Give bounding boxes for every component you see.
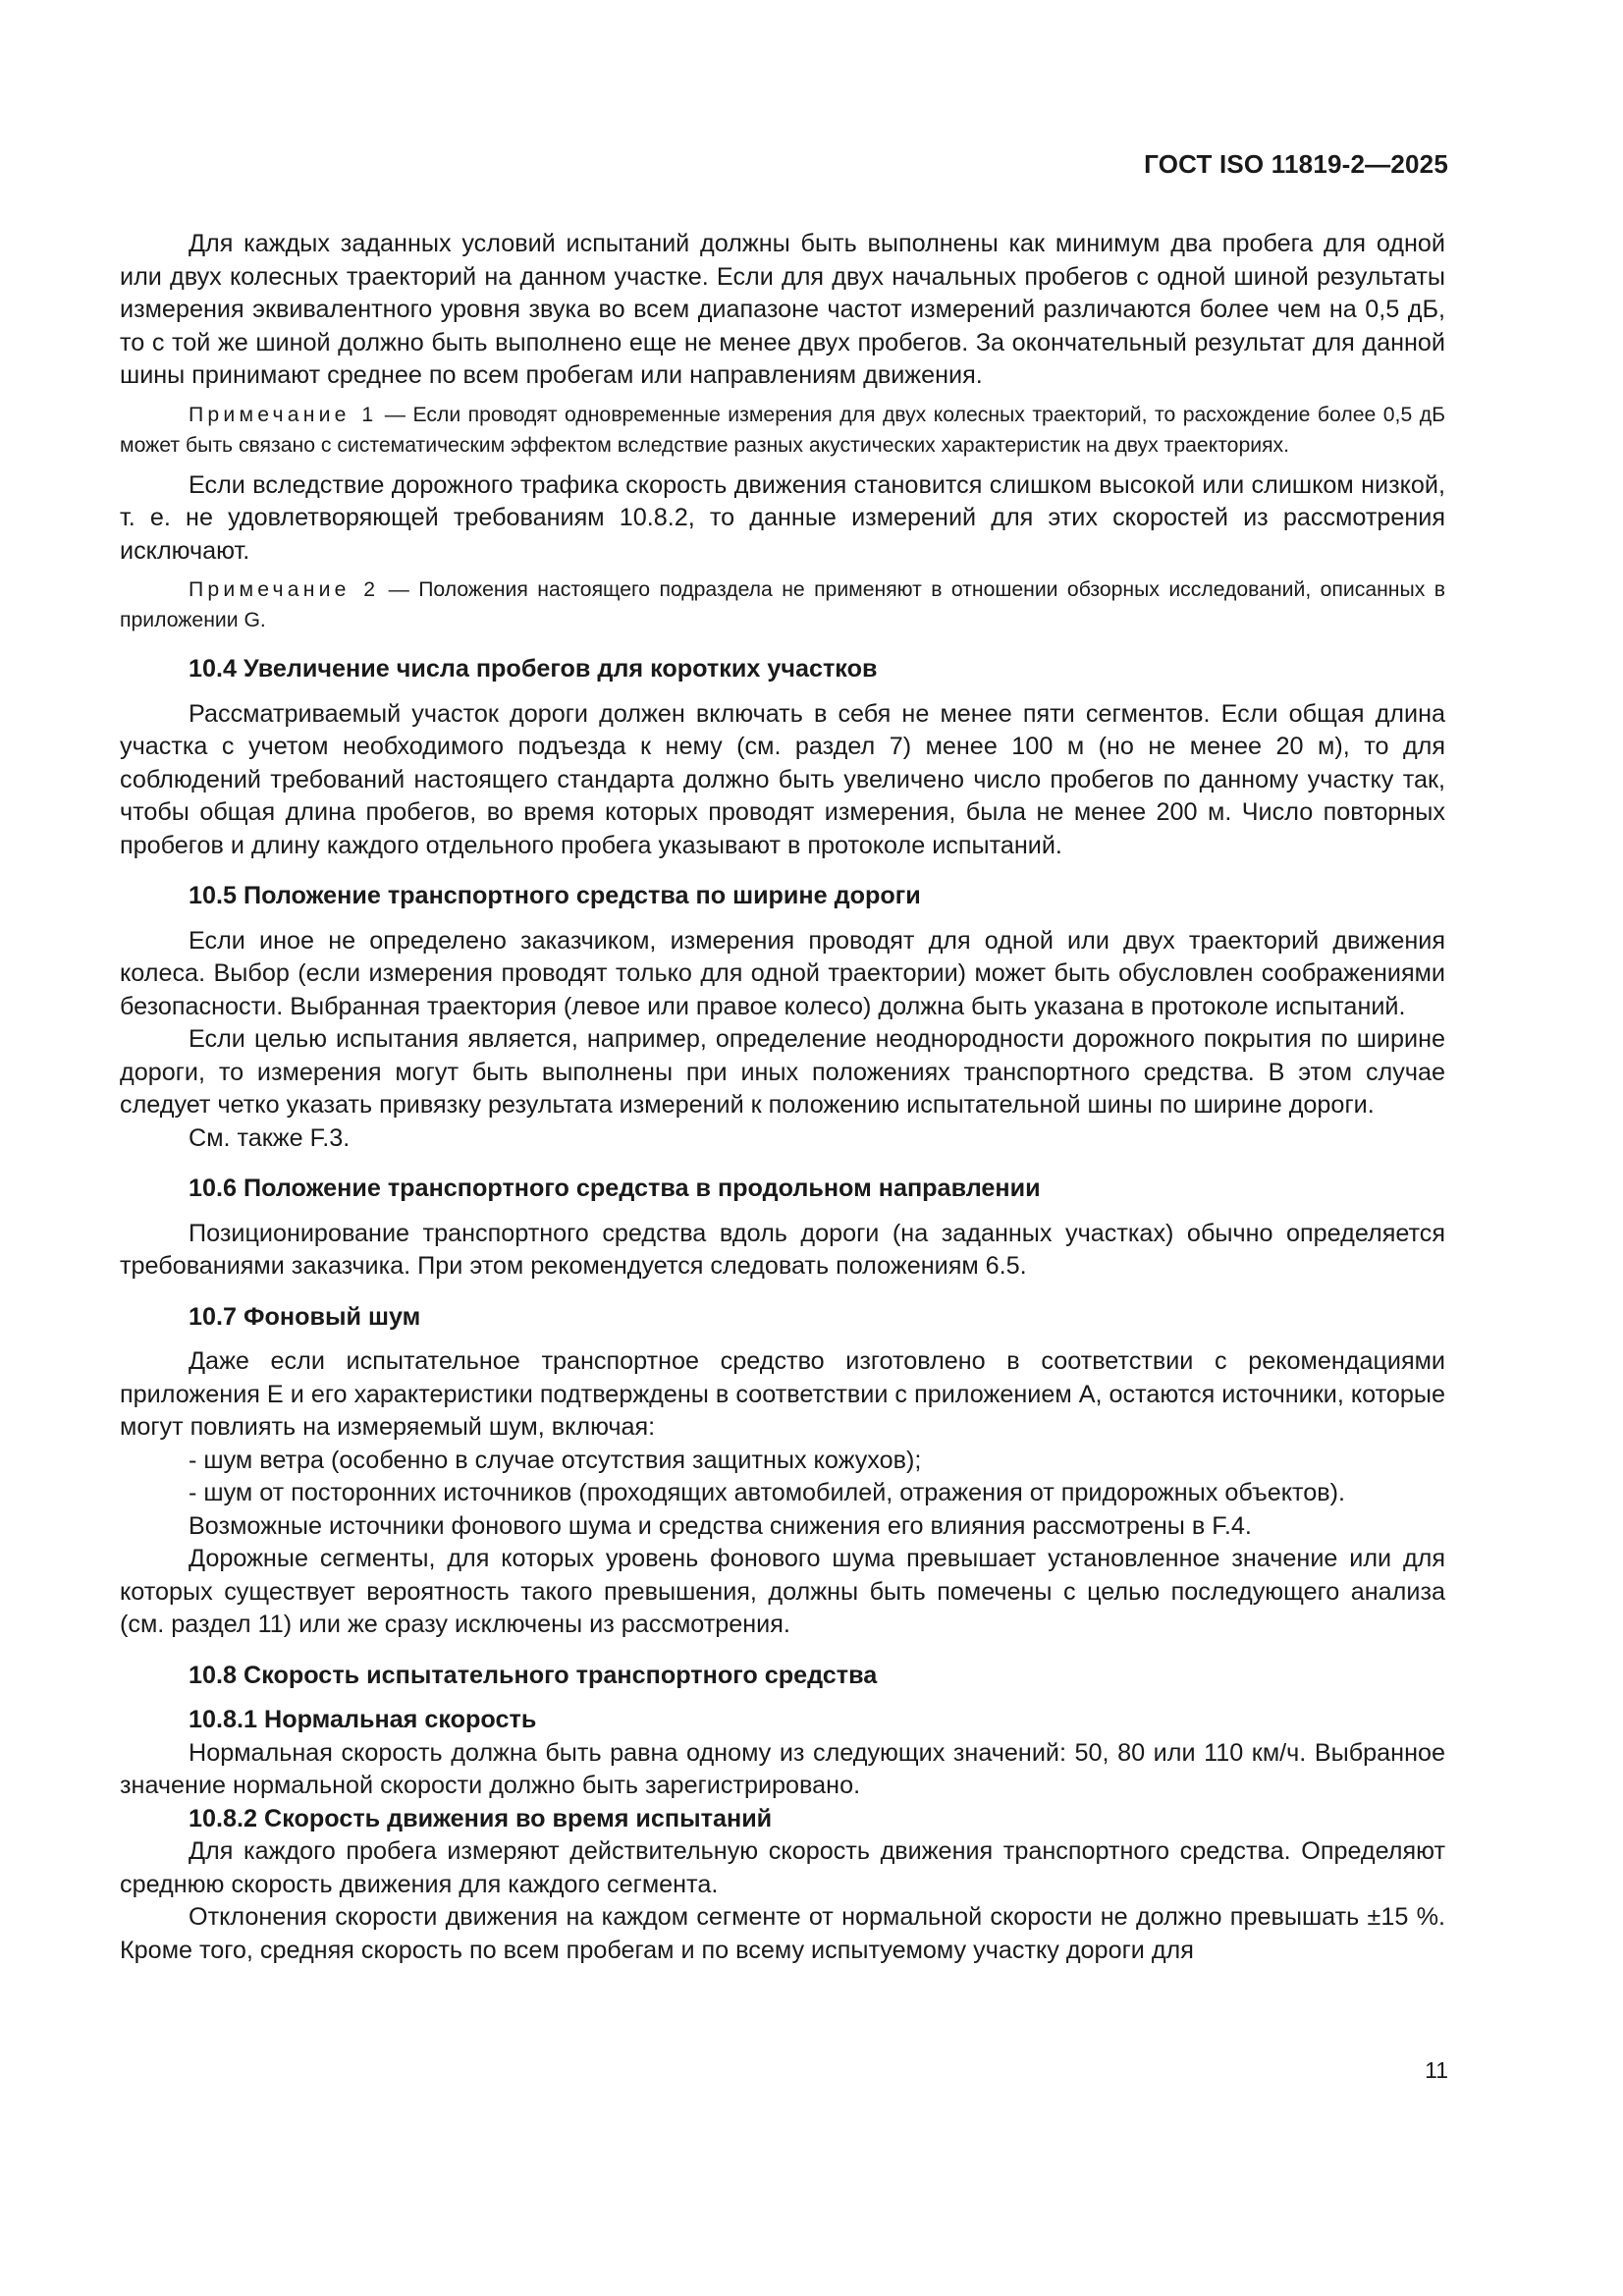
section-heading-10-7: 10.7 Фоновый шум bbox=[189, 1302, 421, 1331]
section-heading-10-6: 10.6 Положение транспортного средства в продольном направлении bbox=[189, 1175, 1041, 1202]
paragraph: Позиционирование транспортного средства вдоль дороги (на заданных участках) обычно определяется требованиями заказчика. При этом рекомендуется следовать положениям 6.5. bbox=[120, 1219, 1445, 1280]
note-label: Примечание 1 bbox=[189, 403, 378, 426]
paragraph: Дорожные сегменты, для которых уровень фонового шума превышает установленное значение или для которых существует вероятность такого превышения, должны быть помечены с целью последующего анализа (см. раздел 11) или же сразу исключены из рассмотрения. bbox=[120, 1545, 1445, 1638]
paragraph: Отклонения скорости движения на каждом сегменте от нормальной скорости не должно превышать ±15 %. Кроме того, средняя скорость по всем пробегам и по всему испытуемому участку дороги для bbox=[120, 1903, 1445, 1964]
section-heading-10-4: 10.4 Увеличение числа пробегов для коротких участков bbox=[189, 655, 878, 683]
paragraph: Для каждых заданных условий испытаний должны быть выполнены как минимум два пробега для одной или двух колесных траекторий на данном участке. Если для двух начальных пробегов с одной шиной результаты измерения эквивалентного уровня звука во всем диапазоне частот измерений различаются более чем на 0,5 дБ, то с той же шиной должно быть выполнено еще не менее двух пробегов. За окончательный результат для данной шины принимают среднее по всем пробегам или направлениям движения. bbox=[120, 230, 1445, 389]
note-text: — Положения настоящего подраздела не применяют в отношении обзорных исследований, описанных в приложении G. bbox=[120, 578, 1445, 631]
paragraph: Если вследствие дорожного трафика скорость движения становится слишком высокой или слишком низкой, т. е. не удовлетворяющей требованиям 10.8.2, то данные измерений для этих скоростей из рассмотрения исключают. bbox=[120, 470, 1445, 565]
note-2 bbox=[120, 574, 1445, 635]
paragraph: Даже если испытательное транспортное средство изготовлено в соответствии с рекомендациями приложения E и его характеристики подтверждены в соответствии с приложением A, остаются источники, которые могут повлиять на измеряемый шум, включая: bbox=[120, 1347, 1445, 1441]
document-header: ГОСТ ISO 11819-2—2025 bbox=[1144, 149, 1448, 179]
paragraph: См. также F.3. bbox=[189, 1123, 351, 1152]
paragraph: Если целью испытания является, например, определение неоднородности дорожного покрытия по ширине дороги, то измерения могут быть выполнены при иных положениях транспортного средства. В этом случае следует четко указать привязку результата измерений к положению испытательной шины по ширине дороги. bbox=[120, 1025, 1445, 1119]
section-heading-10-8: 10.8 Скорость испытательного транспортного средства bbox=[189, 1661, 878, 1689]
paragraph: Рассматриваемый участок дороги должен включать в себя не менее пяти сегментов. Если общая длина участка с учетом необходимого подъезда к нему (см. раздел 7) менее 100 м (но не менее 20 м), то для соблюдений требований настоящего стандарта должно быть увеличено число пробегов по данному участку так, чтобы общая длина пробегов, во время которых проводят измерения, была не менее 200 м. Число повторных пробегов и длину каждого отдельного пробега указывают в протоколе испытаний. bbox=[120, 699, 1445, 859]
list-item: - шум ветра (особенно в случае отсутствия защитных кожухов); bbox=[189, 1446, 922, 1474]
note-1 bbox=[120, 400, 1445, 461]
section-heading-10-5: 10.5 Положение транспортного средства по ширине дороги bbox=[189, 882, 921, 909]
paragraph: Для каждого пробега измеряют действительную скорость движения транспортного средства. Определяют среднюю скорость движения для каждого сегмента. bbox=[120, 1837, 1445, 1898]
document-body bbox=[120, 228, 1445, 1967]
list-item: - шум от посторонних источников (проходящих автомобилей, отражения от придорожных объектов). bbox=[189, 1479, 1346, 1506]
note-label: Примечание 2 bbox=[189, 578, 380, 601]
subsection-heading-10-8-2: 10.8.2 Скорость движения во время испытаний bbox=[189, 1804, 773, 1832]
paragraph: Если иное не определено заказчиком, измерения проводят для одной или двух траекторий движения колеса. Выбор (если измерения проводят только для одной траектории) может быть обусловлен соображениями безопасности. Выбранная траектория (левое или правое колесо) должна быть указана в протоколе испытаний. bbox=[120, 926, 1445, 1020]
page-number: 11 bbox=[1425, 2057, 1448, 2083]
note-text: — Если проводят одновременные измерения для двух колесных траекторий, то расхождение более 0,5 дБ может быть связано с систематическим эффектом вследствие разных акустических характеристик на двух траекториях. bbox=[120, 403, 1445, 457]
paragraph: Нормальная скорость должна быть равна одному из следующих значений: 50, 80 или 110 км/ч. Выбранное значение нормальной скорости должно быть зарегистрировано. bbox=[120, 1738, 1445, 1799]
paragraph: Возможные источники фонового шума и средства снижения его влияния рассмотрены в F.4. bbox=[189, 1511, 1252, 1540]
subsection-heading-10-8-1: 10.8.1 Нормальная скорость bbox=[189, 1706, 537, 1733]
